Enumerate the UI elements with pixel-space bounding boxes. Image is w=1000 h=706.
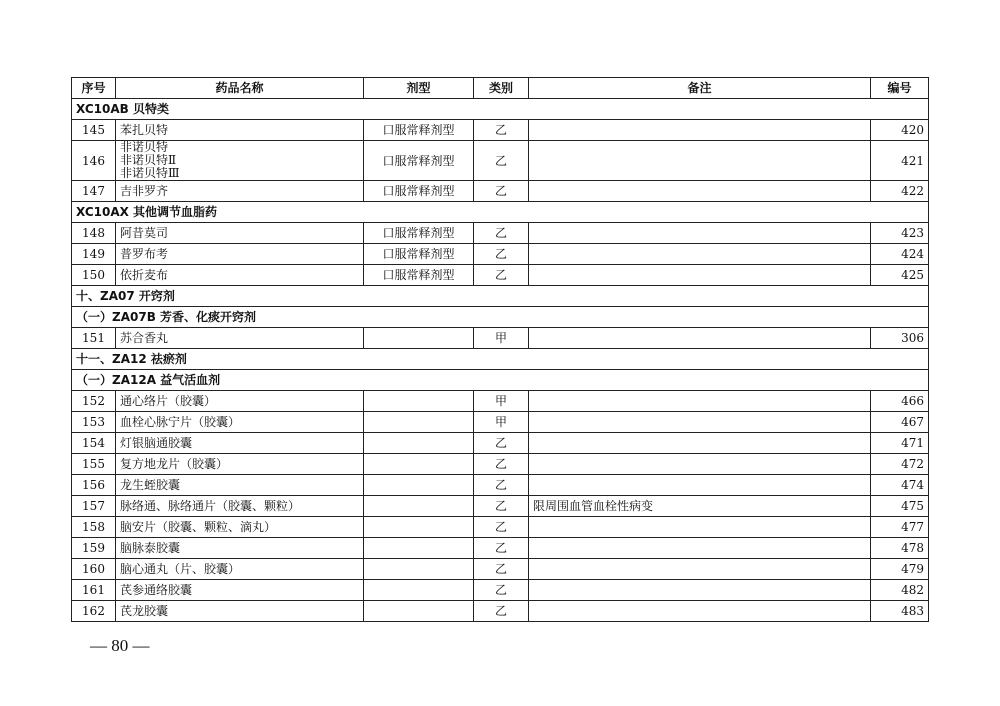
remarks <box>529 181 871 202</box>
drug-name <box>116 181 364 202</box>
drug-name-line: 灯银脑通胶囊 <box>120 436 193 450</box>
remarks <box>529 391 871 412</box>
table-row <box>72 265 929 286</box>
dosage-form <box>364 601 474 622</box>
remarks <box>529 559 871 580</box>
category: 乙 <box>474 433 529 454</box>
code: 474 <box>871 475 929 496</box>
row-number: 155 <box>72 454 116 475</box>
table-row <box>72 181 929 202</box>
drug-name-line: 依折麦布 <box>120 268 169 282</box>
dosage-form <box>364 538 474 559</box>
code: 424 <box>871 244 929 265</box>
dosage-form <box>364 496 474 517</box>
category: 乙 <box>474 223 529 244</box>
row-number: 154 <box>72 433 116 454</box>
category: 乙 <box>474 580 529 601</box>
drug-name <box>116 538 364 559</box>
remarks: 限周围血管血栓性病变 <box>529 496 871 517</box>
table-row <box>72 538 929 559</box>
dosage-form <box>364 433 474 454</box>
table-row <box>72 141 929 181</box>
drug-name <box>116 141 364 181</box>
section-row <box>72 349 929 370</box>
row-number: 147 <box>72 181 116 202</box>
dosage-form <box>364 328 474 349</box>
category: 乙 <box>474 517 529 538</box>
section-heading: XC10AB 贝特类 <box>72 99 929 120</box>
row-number: 153 <box>72 412 116 433</box>
remarks <box>529 454 871 475</box>
row-number: 146 <box>72 141 116 181</box>
row-number: 152 <box>72 391 116 412</box>
dosage-form <box>364 391 474 412</box>
table-row <box>72 433 929 454</box>
header-dosage-form: 剂型 <box>364 78 474 99</box>
dosage-form: 口服常释剂型 <box>364 223 474 244</box>
dosage-form <box>364 580 474 601</box>
drug-name <box>116 433 364 454</box>
remarks <box>529 601 871 622</box>
row-number: 160 <box>72 559 116 580</box>
drug-name-line: 芪龙胶囊 <box>120 604 169 618</box>
category: 乙 <box>474 454 529 475</box>
header-category: 类别 <box>474 78 529 99</box>
remarks <box>529 412 871 433</box>
code: 423 <box>871 223 929 244</box>
category: 乙 <box>474 559 529 580</box>
code: 482 <box>871 580 929 601</box>
section-row <box>72 370 929 391</box>
category: 乙 <box>474 181 529 202</box>
category: 乙 <box>474 601 529 622</box>
code: 420 <box>871 120 929 141</box>
drug-name-line: 吉非罗齐 <box>120 184 169 198</box>
table-row <box>72 391 929 412</box>
table-row <box>72 559 929 580</box>
page-number: — 80 — <box>90 636 150 655</box>
table-row <box>72 517 929 538</box>
remarks <box>529 120 871 141</box>
row-number: 145 <box>72 120 116 141</box>
dosage-form <box>364 454 474 475</box>
dosage-form: 口服常释剂型 <box>364 265 474 286</box>
remarks <box>529 265 871 286</box>
code: 422 <box>871 181 929 202</box>
drug-name <box>116 517 364 538</box>
remarks <box>529 223 871 244</box>
drug-name <box>116 412 364 433</box>
code: 472 <box>871 454 929 475</box>
dosage-form <box>364 559 474 580</box>
drug-name <box>116 601 364 622</box>
table-row <box>72 496 929 517</box>
table-row <box>72 120 929 141</box>
category: 甲 <box>474 412 529 433</box>
table-row <box>72 454 929 475</box>
drug-name <box>116 580 364 601</box>
row-number: 149 <box>72 244 116 265</box>
code: 466 <box>871 391 929 412</box>
row-number: 159 <box>72 538 116 559</box>
code: 425 <box>871 265 929 286</box>
section-heading: 十一、ZA12 祛瘀剂 <box>72 349 929 370</box>
drug-name-line: 苏合香丸 <box>120 331 169 345</box>
code: 479 <box>871 559 929 580</box>
category: 乙 <box>474 244 529 265</box>
table-header-row <box>72 78 929 99</box>
drug-name-line: 非诺贝特Ⅱ <box>120 153 177 167</box>
drug-name-line: 非诺贝特 <box>120 140 169 154</box>
drug-name-line: 脑心通丸（片、胶囊） <box>120 562 241 576</box>
drug-name-line: 普罗布考 <box>120 247 169 261</box>
table-row <box>72 223 929 244</box>
drug-name-line: 复方地龙片（胶囊） <box>120 457 229 471</box>
drug-name-line: 非诺贝特Ⅲ <box>120 166 180 180</box>
code: 471 <box>871 433 929 454</box>
drug-name-line: 芪参通络胶囊 <box>120 583 193 597</box>
drug-name <box>116 391 364 412</box>
row-number: 156 <box>72 475 116 496</box>
section-heading: XC10AX 其他调节血脂药 <box>72 202 929 223</box>
category: 乙 <box>474 120 529 141</box>
dosage-form: 口服常释剂型 <box>364 244 474 265</box>
drug-name <box>116 244 364 265</box>
section-row <box>72 286 929 307</box>
section-row <box>72 99 929 120</box>
drug-name <box>116 223 364 244</box>
table-row <box>72 244 929 265</box>
dosage-form: 口服常释剂型 <box>364 181 474 202</box>
table-body <box>72 99 929 622</box>
category: 乙 <box>474 141 529 181</box>
code: 475 <box>871 496 929 517</box>
code: 478 <box>871 538 929 559</box>
dosage-form: 口服常释剂型 <box>364 120 474 141</box>
drug-name-line: 脑安片（胶囊、颗粒、滴丸） <box>120 520 277 534</box>
drug-name <box>116 328 364 349</box>
row-number: 150 <box>72 265 116 286</box>
category: 乙 <box>474 475 529 496</box>
drug-name <box>116 559 364 580</box>
dosage-form: 口服常释剂型 <box>364 141 474 181</box>
section-heading: （一）ZA07B 芳香、化痰开窍剂 <box>72 307 929 328</box>
drug-name-line: 脉络通、脉络通片（胶囊、颗粒） <box>120 499 301 513</box>
header-remarks: 备注 <box>529 78 871 99</box>
category: 乙 <box>474 265 529 286</box>
drug-name <box>116 475 364 496</box>
remarks <box>529 475 871 496</box>
section-row <box>72 202 929 223</box>
code: 467 <box>871 412 929 433</box>
drug-name-line: 苯扎贝特 <box>120 123 169 137</box>
row-number: 158 <box>72 517 116 538</box>
drug-name <box>116 454 364 475</box>
code: 421 <box>871 141 929 181</box>
section-heading: 十、ZA07 开窍剂 <box>72 286 929 307</box>
code: 306 <box>871 328 929 349</box>
drug-name-line: 脑脉泰胶囊 <box>120 541 181 555</box>
drug-name-line: 阿昔莫司 <box>120 226 169 240</box>
remarks <box>529 580 871 601</box>
table-row <box>72 475 929 496</box>
dosage-form <box>364 475 474 496</box>
header-drug-name: 药品名称 <box>116 78 364 99</box>
row-number: 162 <box>72 601 116 622</box>
drug-name <box>116 265 364 286</box>
category: 甲 <box>474 328 529 349</box>
category: 乙 <box>474 538 529 559</box>
drug-name-line: 血栓心脉宁片（胶囊） <box>120 415 241 429</box>
code: 477 <box>871 517 929 538</box>
table-row <box>72 580 929 601</box>
remarks <box>529 517 871 538</box>
row-number: 151 <box>72 328 116 349</box>
header-code: 编号 <box>871 78 929 99</box>
row-number: 148 <box>72 223 116 244</box>
dosage-form <box>364 412 474 433</box>
row-number: 161 <box>72 580 116 601</box>
category: 乙 <box>474 496 529 517</box>
code: 483 <box>871 601 929 622</box>
drug-table <box>71 77 929 622</box>
drug-name-line: 龙生蛭胶囊 <box>120 478 181 492</box>
section-row <box>72 307 929 328</box>
drug-name <box>116 496 364 517</box>
remarks <box>529 141 871 181</box>
category: 甲 <box>474 391 529 412</box>
remarks <box>529 244 871 265</box>
table-row <box>72 412 929 433</box>
section-heading: （一）ZA12A 益气活血剂 <box>72 370 929 391</box>
remarks <box>529 433 871 454</box>
remarks <box>529 328 871 349</box>
table-row <box>72 601 929 622</box>
row-number: 157 <box>72 496 116 517</box>
drug-name <box>116 120 364 141</box>
table-row <box>72 328 929 349</box>
remarks <box>529 538 871 559</box>
header-number: 序号 <box>72 78 116 99</box>
dosage-form <box>364 517 474 538</box>
drug-name-line: 通心络片（胶囊） <box>120 394 217 408</box>
